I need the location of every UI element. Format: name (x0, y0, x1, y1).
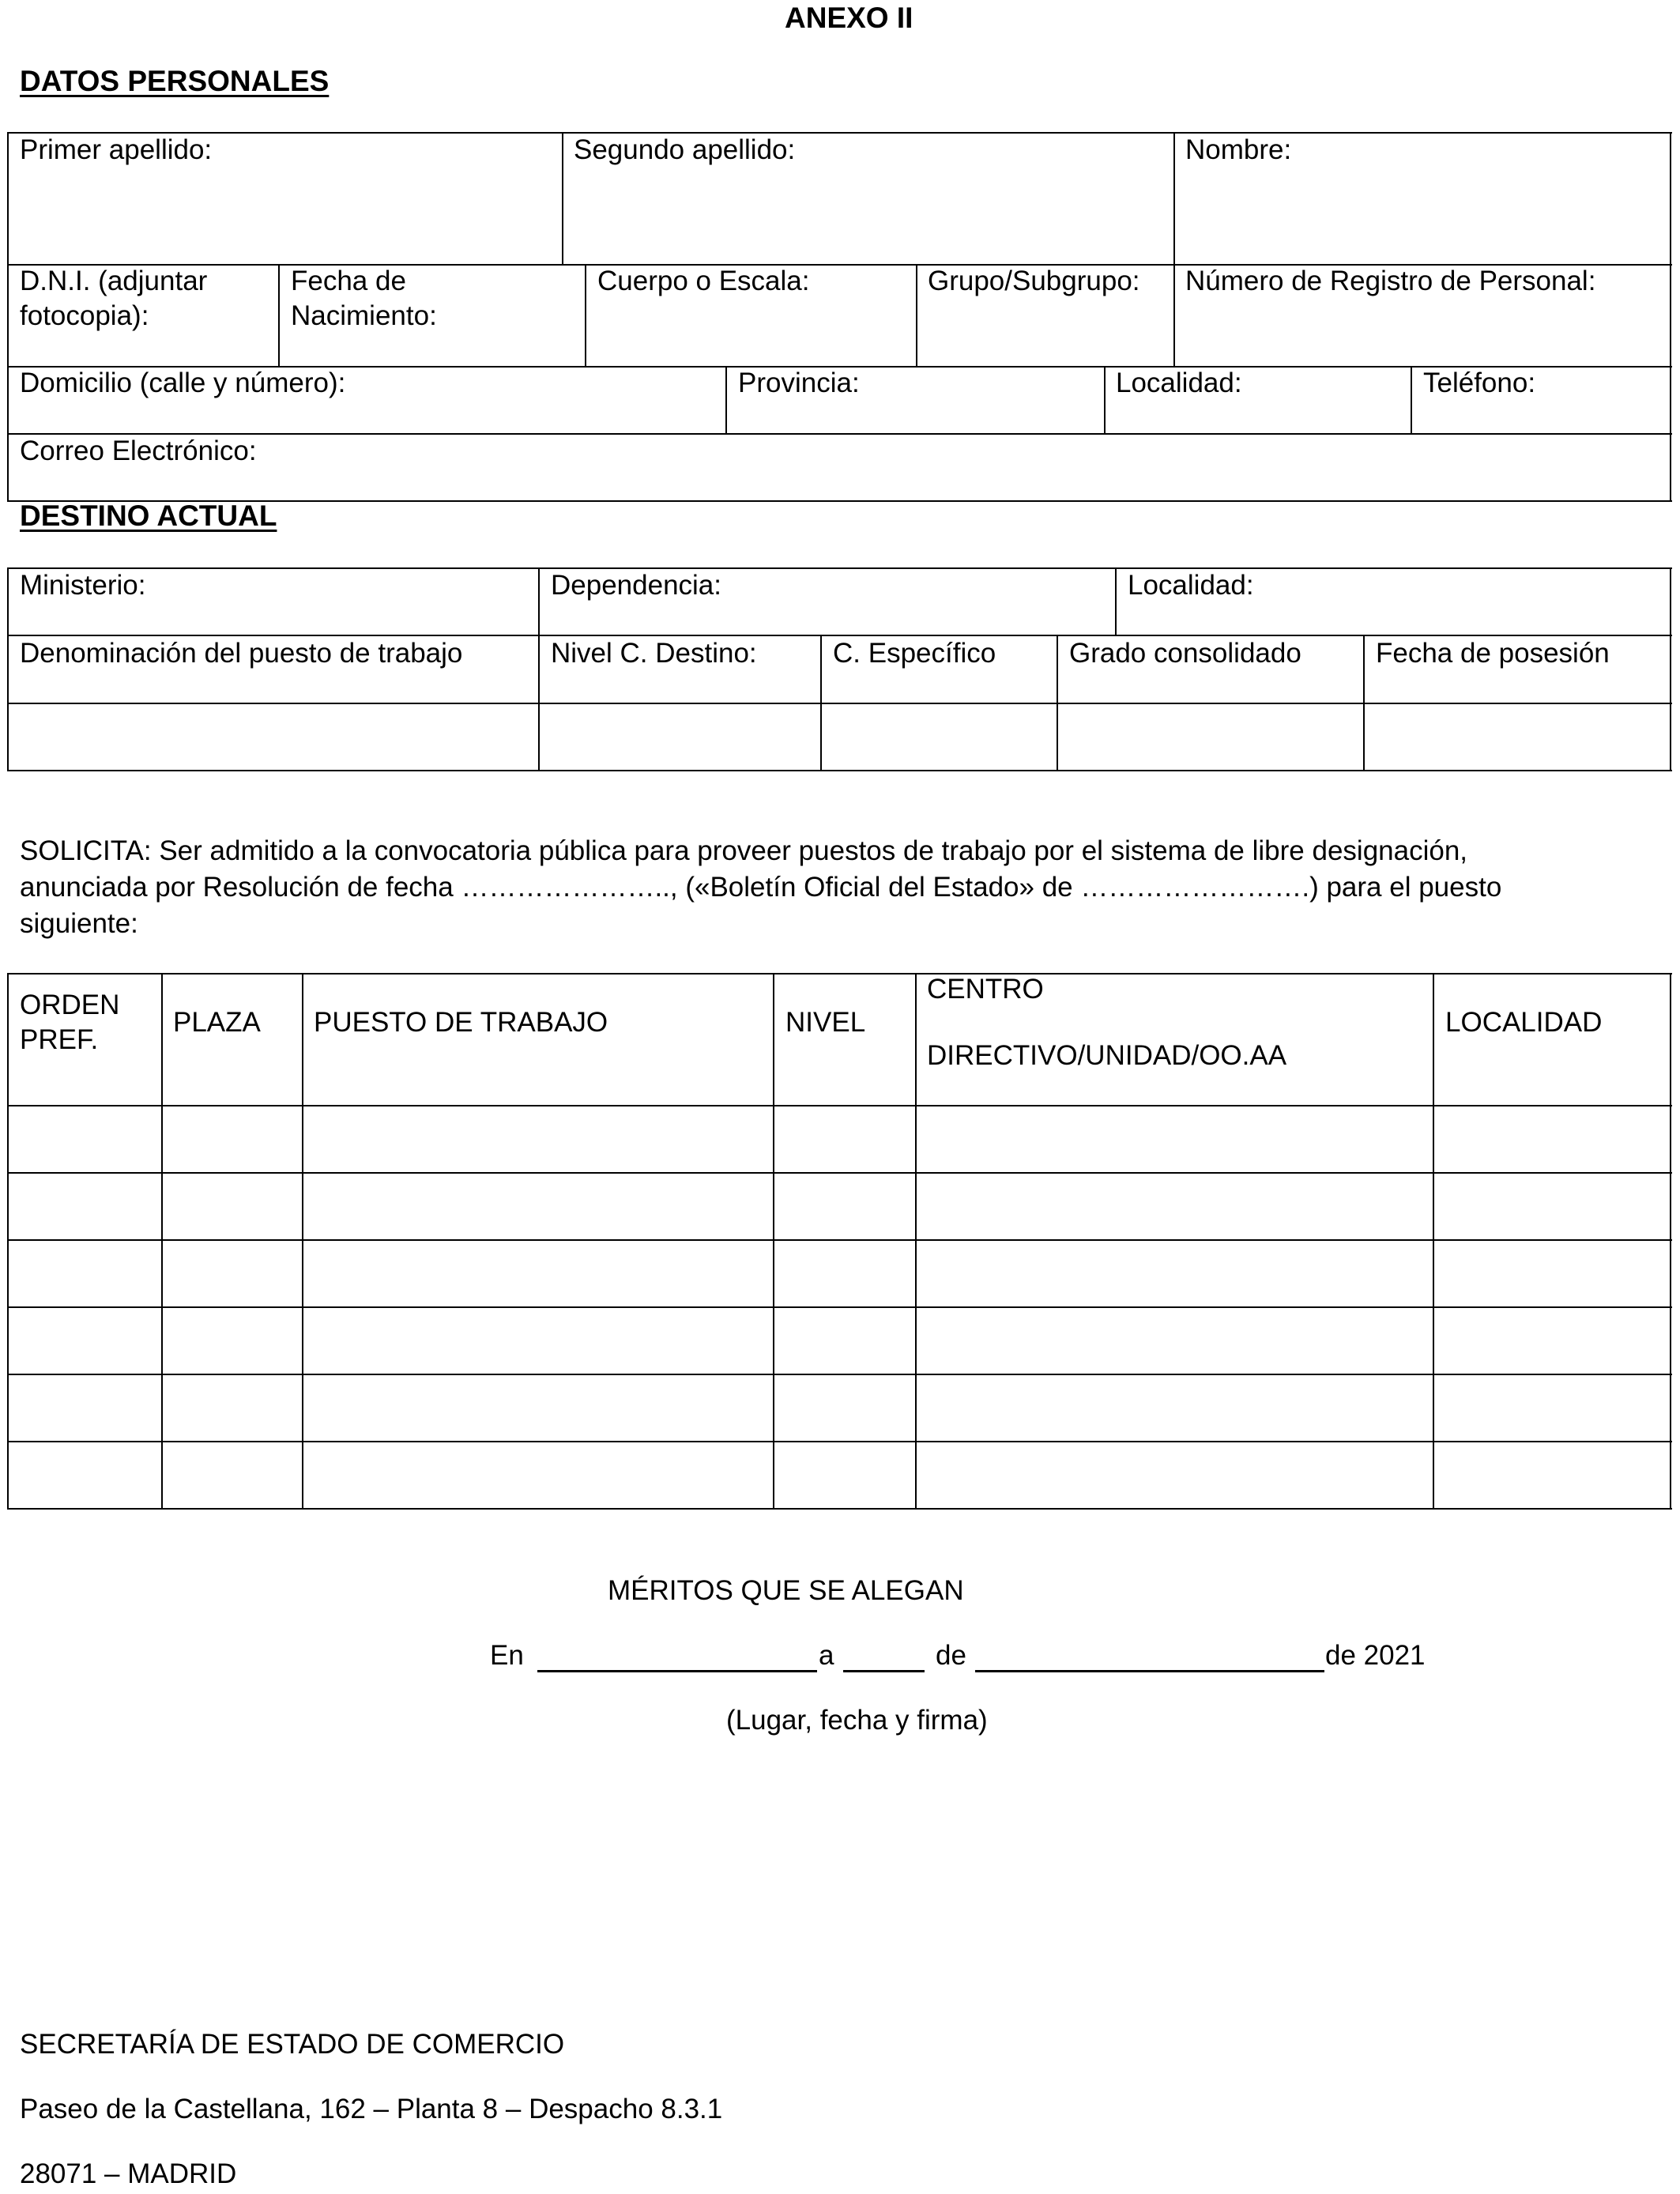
header-centro: CENTRO (927, 974, 1044, 1005)
header-centro-directivo: DIRECTIVO/UNIDAD/OO.AA (927, 1040, 1287, 1071)
field-nombre[interactable]: Nombre: (1185, 134, 1292, 165)
blank-lugar[interactable] (537, 1654, 817, 1672)
firma-year-label: de 2021 (1325, 1640, 1426, 1671)
address-street: Paseo de la Castellana, 162 – Planta 8 – Despacho 8.3.1 (20, 2094, 723, 2124)
header-denominacion-puesto: Denominación del puesto de trabajo (20, 638, 463, 669)
solicita-line-2: anunciada por Resolución de fecha ………………….., («Boletín Oficial del Estado» de …………………….) para el puesto (20, 872, 1502, 903)
field-domicilio[interactable]: Domicilio (calle y número): (20, 368, 346, 398)
section-heading-datos-personales: DATOS PERSONALES (20, 65, 330, 97)
table-row[interactable] (9, 1242, 1669, 1305)
page-title: ANEXO II (785, 2, 913, 34)
field-ministerio[interactable]: Ministerio: (20, 570, 146, 601)
input-complemento-especifico[interactable] (823, 705, 1056, 768)
input-grado-consolidado[interactable] (1059, 705, 1362, 768)
field-cuerpo-escala[interactable]: Cuerpo o Escala: (597, 266, 810, 296)
meritos-heading: MÉRITOS QUE SE ALEGAN (608, 1575, 964, 1606)
header-plaza: PLAZA (173, 1007, 261, 1038)
field-telefono[interactable]: Teléfono: (1423, 368, 1536, 398)
field-dependencia[interactable]: Dependencia: (551, 570, 721, 601)
table-row[interactable] (9, 1443, 1669, 1506)
header-grado-consolidado: Grado consolidado (1069, 638, 1301, 669)
field-primer-apellido[interactable]: Primer apellido: (20, 134, 213, 165)
field-numero-registro[interactable]: Número de Registro de Personal: (1185, 266, 1596, 296)
input-nivel-destino[interactable] (541, 705, 819, 768)
header-localidad: LOCALIDAD (1445, 1007, 1603, 1038)
field-localidad[interactable]: Localidad: (1116, 368, 1242, 398)
input-fecha-posesion[interactable] (1365, 705, 1669, 768)
table-row[interactable] (9, 1107, 1669, 1171)
field-dni[interactable]: D.N.I. (adjuntar fotocopia): (20, 266, 208, 331)
section-heading-destino-actual: DESTINO ACTUAL (20, 499, 277, 532)
field-grupo-subgrupo[interactable]: Grupo/Subgrupo: (928, 266, 1140, 296)
input-denominacion[interactable] (9, 705, 537, 768)
header-nivel: NIVEL (785, 1007, 866, 1038)
firma-en-label: En (490, 1640, 524, 1671)
field-destino-localidad[interactable]: Localidad: (1128, 570, 1254, 601)
blank-dia[interactable] (843, 1654, 925, 1672)
header-orden-pref: ORDEN PREF. (20, 990, 120, 1055)
solicita-line-3: siguiente: (20, 908, 138, 939)
table-row[interactable] (9, 1309, 1669, 1372)
lugar-fecha-firma: (Lugar, fecha y firma) (726, 1705, 988, 1736)
address-organization: SECRETARÍA DE ESTADO DE COMERCIO (20, 2029, 565, 2060)
table-row[interactable] (9, 1174, 1669, 1238)
header-nivel-destino: Nivel C. Destino: (551, 638, 757, 669)
field-fecha-nacimiento[interactable]: Fecha de Nacimiento: (291, 266, 437, 331)
blank-mes[interactable] (975, 1654, 1324, 1672)
firma-a-label: a (819, 1640, 834, 1671)
header-fecha-posesion: Fecha de posesión (1376, 638, 1610, 669)
header-complemento-especifico: C. Específico (833, 638, 996, 669)
header-puesto-trabajo: PUESTO DE TRABAJO (314, 1007, 608, 1038)
field-correo-electronico[interactable]: Correo Electrónico: (20, 435, 257, 466)
field-segundo-apellido[interactable]: Segundo apellido: (574, 134, 796, 165)
address-city: 28071 – MADRID (20, 2158, 237, 2189)
field-provincia[interactable]: Provincia: (738, 368, 860, 398)
firma-de-label: de (936, 1640, 966, 1671)
solicita-line-1: SOLICITA: Ser admitido a la convocatoria pública para proveer puestos de trabajo por el sistema de libre designación, (20, 835, 1468, 866)
table-row[interactable] (9, 1376, 1669, 1439)
